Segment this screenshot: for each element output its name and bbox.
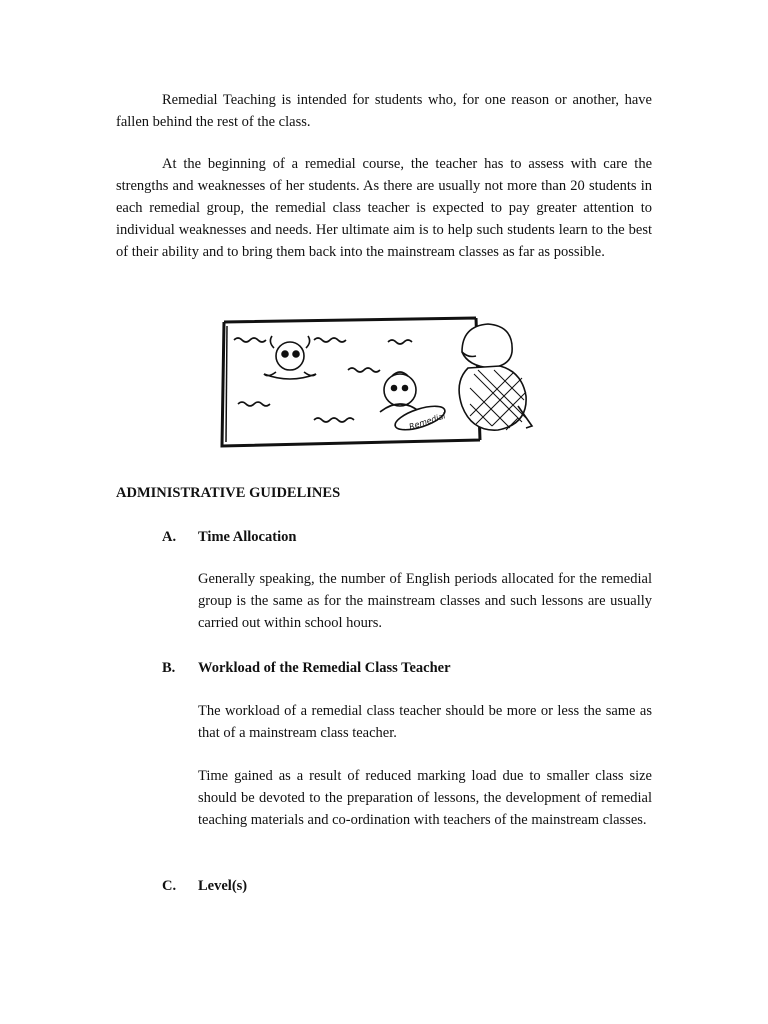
section-c-letter: C. [162, 878, 177, 894]
intro-paragraph-2: At the beginning of a remedial course, the teacher has to assess with care the strengths and weaknesses of her students. As there are usually not more than 20 students in each remedial group, the remedial class teacher is expected to pay greater attention to individual weaknesses and needs. Her ultimate aim is to help such students learn to the best of their ability and to bring them back into the mainstream classes as far as possible. [116, 156, 652, 260]
section-a-title: Time Allocation [198, 529, 297, 545]
section-b-letter: B. [162, 660, 176, 676]
lifebuoy-label: Remedial [407, 411, 447, 432]
section-a-letter: A. [162, 529, 177, 545]
section-b-title: Workload of the Remedial Class Teacher [198, 660, 451, 676]
section-c-title: Level(s) [198, 878, 248, 894]
drowning-students-illustration [218, 312, 548, 452]
intro-paragraph-1: Remedial Teaching is intended for students who, for one reason or another, have fallen behind the rest of the class. [116, 92, 652, 130]
guidelines-heading: ADMINISTRATIVE GUIDELINES [116, 485, 341, 501]
section-b-paragraph-2: Time gained as a result of reduced marking load due to smaller class size should be devoted to the preparation of lessons, the development of remedial teaching materials and co-ordination with teachers of the mainstream classes. [198, 768, 652, 828]
section-b-paragraph-1: The workload of a remedial class teacher should be more or less the same as that of a mainstream class teacher. [198, 703, 652, 741]
section-a-paragraph-1: Generally speaking, the number of English periods allocated for the remedial group is the same as for the mainstream classes and such lessons are usually carried out within school hours. [198, 571, 652, 631]
